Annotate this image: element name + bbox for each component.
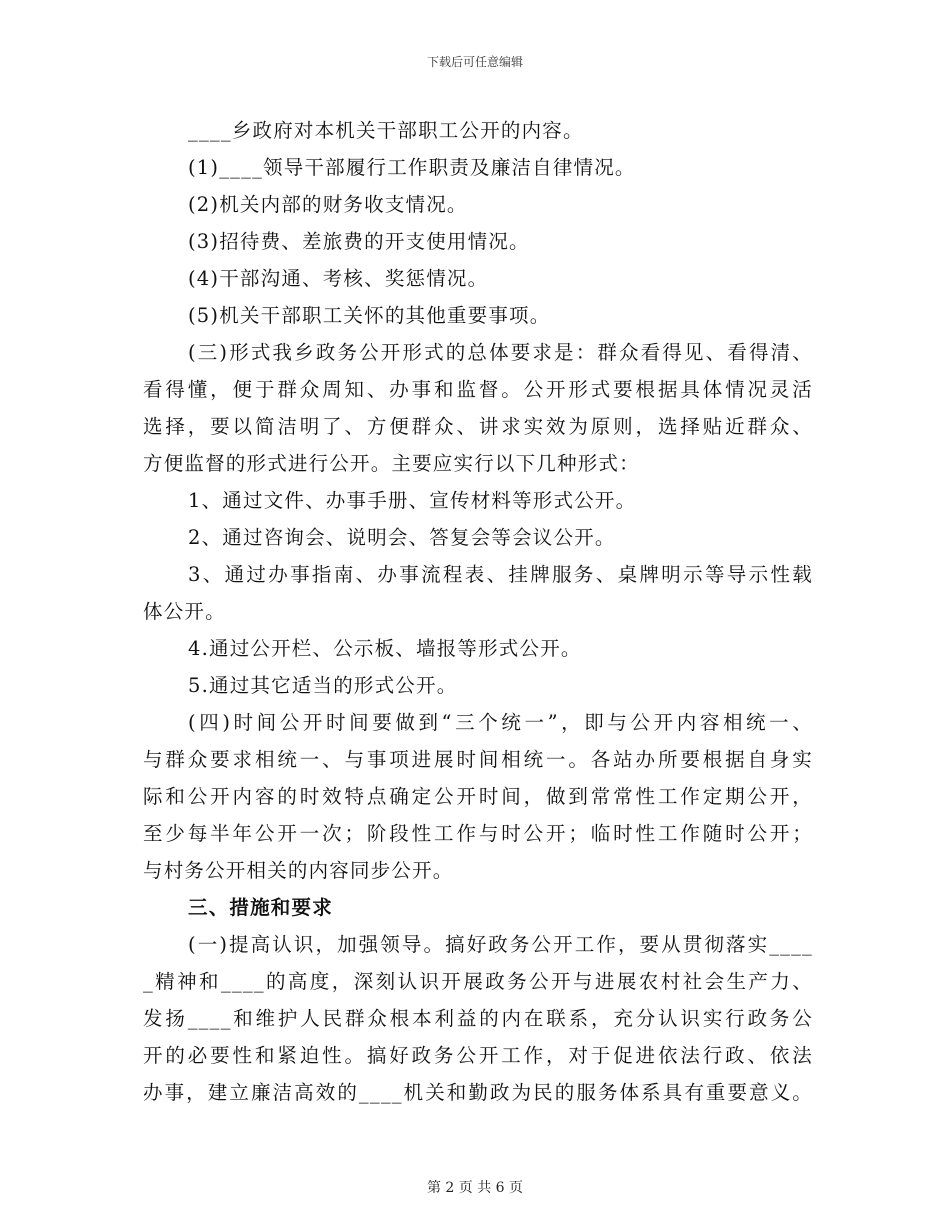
text-line: 与村务公开相关的内容同步公开。 [143, 859, 454, 882]
text-line: (1)____领导干部履行工作职责及廉洁自律情况。 [188, 156, 636, 179]
text-line: 2、通过咨询会、说明会、答复会等会议公开。 [188, 526, 616, 549]
text-line: (一)提高认识，加强领导。搞好政务公开工作，要从贯彻落实____ [188, 933, 813, 956]
text-line: 4.通过公开栏、公示板、墙报等形式公开。 [188, 637, 582, 660]
text-line: (2)机关内部的财务收支情况。 [188, 193, 468, 216]
text-line: 体公开。 [143, 600, 226, 623]
text-line: 1、通过文件、办事手册、宣传材料等形式公开。 [188, 489, 637, 512]
page-number: 第 2 页 共 6 页 [426, 1180, 524, 1196]
text-line: 方便监督的形式进行公开。主要应实行以下几种形式： [143, 452, 640, 475]
text-line: 发扬____和维护人民群众根本利益的内在联系，充分认识实行政务公 [143, 1007, 813, 1030]
text-line: 际和公开内容的时效特点确定公开时间，做到常常性工作定期公开， [143, 785, 813, 808]
page-header: 下载后可任意编辑 [426, 55, 523, 69]
text-line: (4)干部沟通、考核、奖惩情况。 [188, 267, 489, 290]
text-line: (四)时间公开时间要做到“三个统一”，即与公开内容相统一、 [188, 711, 813, 734]
text-line: ____乡政府对本机关干部职工公开的内容。 [188, 119, 584, 142]
text-line: (三)形式我乡政务公开形式的总体要求是：群众看得见、看得清、 [188, 341, 813, 364]
text-line: 5.通过其它适当的形式公开。 [188, 674, 458, 697]
text-line: 与群众要求相统一、与事项进展时间相统一。各站办所要根据自身实 [143, 748, 813, 771]
text-line: 看得懂，便于群众周知、办事和监督。公开形式要根据具体情况灵活 [143, 378, 813, 401]
text-line: (3)招待费、差旅费的开支使用情况。 [188, 230, 530, 253]
text-line: (5)机关干部职工关怀的其他重要事项。 [188, 304, 551, 327]
document-body [143, 112, 813, 1111]
text-line: 至少每半年公开一次；阶段性工作与时公开；临时性工作随时公开； [143, 822, 813, 845]
text-line: 办事，建立廉洁高效的____机关和勤政为民的服务体系具有重要意义。 [143, 1081, 813, 1104]
text-line: 选择，要以简洁明了、方便群众、讲求实效为原则，选择贴近群众、 [143, 415, 813, 438]
section-heading: 三、措施和要求 [188, 896, 333, 919]
text-line: 开的必要性和紧迫性。搞好政务公开工作，对于促进依法行政、依法 [143, 1044, 813, 1067]
text-line: _精神和____的高度，深刻认识开展政务公开与进展农村社会生产力、 [143, 970, 813, 993]
text-line: 3、通过办事指南、办事流程表、挂牌服务、桌牌明示等导示性载 [188, 563, 813, 586]
